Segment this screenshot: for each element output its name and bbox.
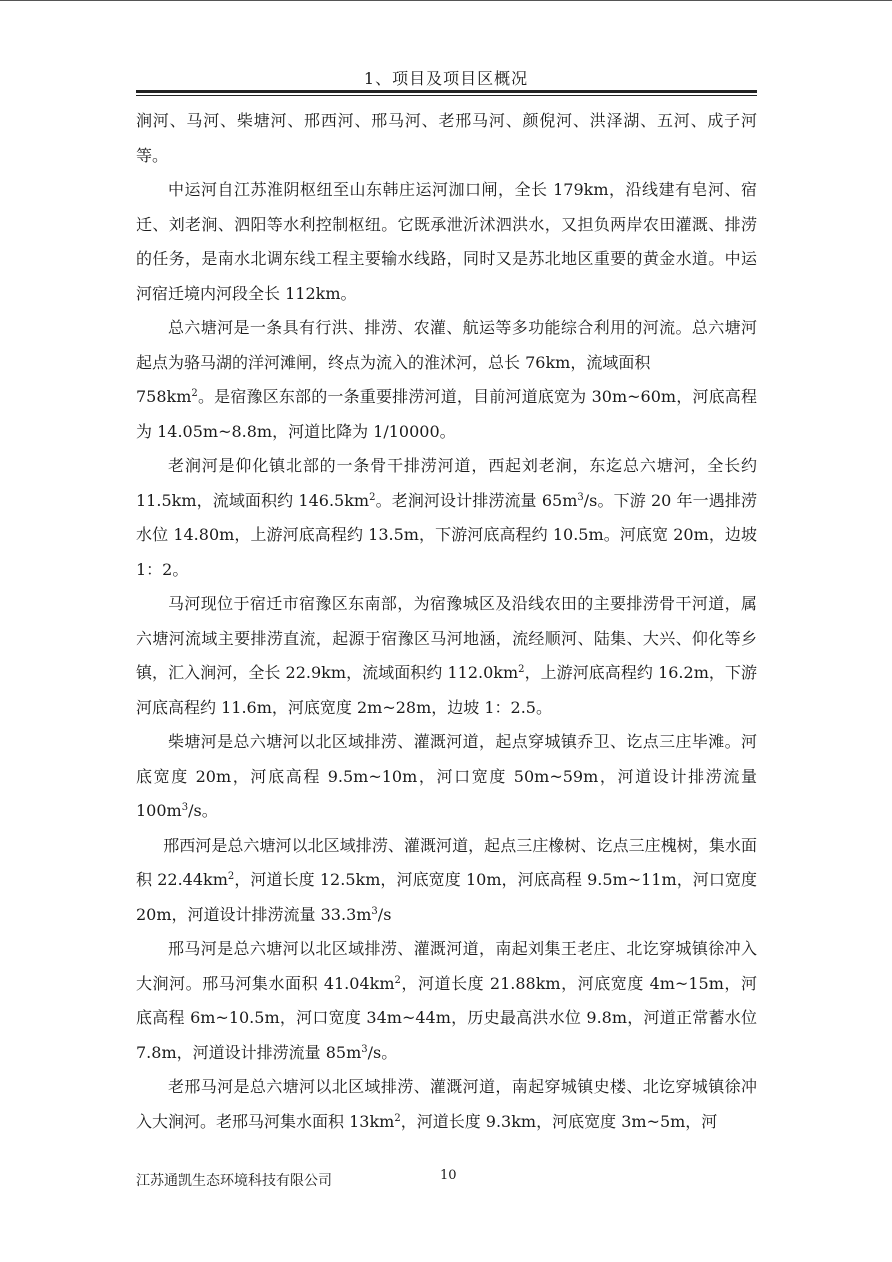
paragraph-ma-river: 马河现位于宿迁市宿豫区东南部，为宿豫城区及沿线农田的主要排涝骨干河道，属六塘河流域主要排涝直流，起源于宿豫区马河地涵，流经顺河、陆集、大兴、仰化等乡镇，汇入涧河，全长 22.9km，流域面积约 $112.0km^2$，上游河底高程约 16.2m，下游河底高程约 11.6m，河底宽度 2m~28m，边坡 1：2.5。 (136, 594, 757, 717)
paragraph-chaitang-river: 柴塘河是总六塘河以北区域排涝、灌溉河道，起点穿城镇乔卫、讫点三庄毕滩。河底宽度 20m，河底高程 9.5m~10m，河口宽度 50m~59m，河道设计排涝流量 $100m^3/s$。 (136, 732, 757, 820)
paragraph-laojian-river: 老涧河是仰化镇北部的一条骨干排涝河道，西起刘老涧，东迄总六塘河，全长约 11.5km，流域面积约 $146.5km^2$。老涧河设计排涝流量 $65m^3/s$。下游 20 年一遇排涝水位 14.80m，上游河底高程约 13.5m，下游河底高程约 10.5m。河底宽 20m，边坡 1：2。 (136, 456, 757, 579)
paragraph-xingxi-river: 邢西河是总六塘河以北区域排涝、灌溉河道，起点三庄橡树、讫点三庄槐树，集水面积 $22.44km^2$，河道长度 12.5km，河底宽度 10m，河底高程 9.5m~11m，河口宽度 20m，河道设计排涝流量 $33.3m^3/s$ (136, 835, 757, 924)
paragraph-laoxingma-river: 老邢马河是总六塘河以北区域排涝、灌溉河道，南起穿城镇史楼、北讫穿城镇徐冲入大涧河。老邢马河集水面积 $13km^2$，河道长度 9.3km，河底宽度 3m~5m，河 (136, 1077, 757, 1131)
header-rule-thick (136, 90, 757, 93)
header-rule-thin (136, 95, 757, 96)
paragraph-xingma-river: 邢马河是总六塘河以北区域排涝、灌溉河道，南起刘集王老庄、北讫穿城镇徐冲入大涧河。邢马河集水面积 $41.04km^2$，河道长度 21.88km，河底宽度 4m~15m，河底高程 6m~10.5m，河口宽度 34m~44m，历史最高洪水位 9.8m，河道正常蓄水位 7.8m，河道设计排涝流量 $85m^3/s$。 (136, 939, 757, 1062)
page-top-border (0, 0, 892, 1)
paragraph-zhongyun-river: 中运河自江苏淮阴枢纽至山东韩庄运河泇口闸，全长 179km，沿线建有皂河、宿迁、刘老涧、泗阳等水利控制枢纽。它既承泄沂沭泗洪水，又担负两岸农田灌溉、排涝的任务，是南水北调东线工程主要输水线路，同时又是苏北地区重要的黄金水道。中运河宿迁境内河段全长 112km。 (136, 180, 757, 303)
page-header-title: 1、项目及项目区概况 (363, 69, 529, 88)
page-number: 10 (440, 1168, 457, 1183)
body-text (136, 104, 757, 1139)
footer-company-name: 江苏通凯生态环境科技有限公司 (136, 1173, 332, 1189)
paragraph-zongliutang-river: 总六塘河是一条具有行洪、排涝、农灌、航运等多功能综合利用的河流。总六塘河起点为骆马湖的洋河滩闸，终点为流入的淮沭河，总长 76km，流域面积 $758km^2$。是宿豫区东部的一条重要排涝河道，目前河道底宽为 30m~60m，河底高程为 14.05m~8.8m，河道比降为 1/10000。 (136, 318, 757, 441)
paragraph-river-list: 涧河、马河、柴塘河、邢西河、邢马河、老邢马河、颜倪河、洪泽湖、五河、成子河等。 (136, 111, 757, 165)
